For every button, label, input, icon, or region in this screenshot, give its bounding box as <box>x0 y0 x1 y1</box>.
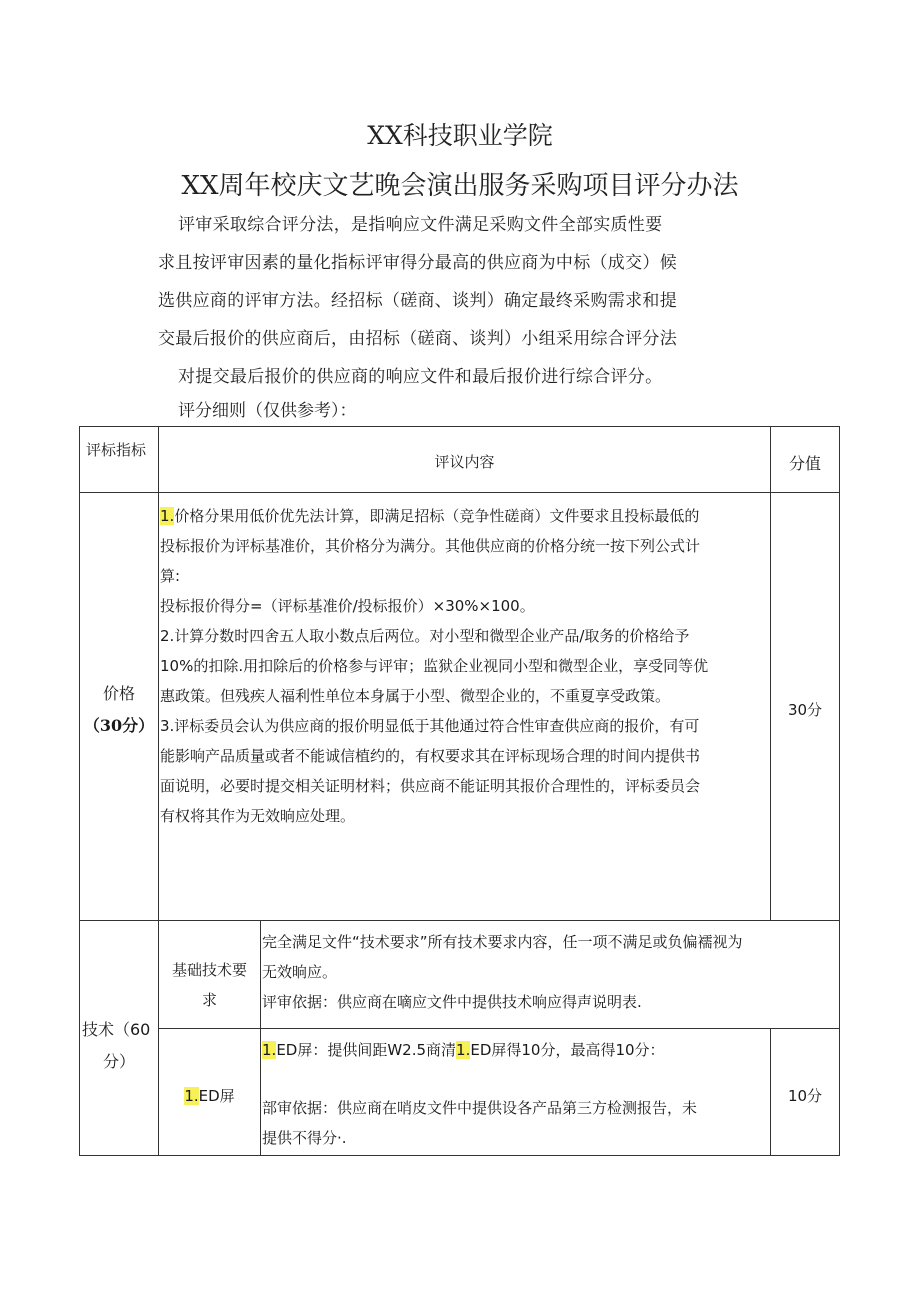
price-line: 能影响产品质量或者不能诚信植约的，有权要求其在评标现场合理的时间内提供书 <box>160 747 701 765</box>
led-line-text: ED屏得10分，最高得10分： <box>470 1041 665 1059</box>
price-label: 价格 <box>102 684 135 703</box>
basic-tech-label <box>159 955 260 1015</box>
header-score: 分值 <box>788 454 821 473</box>
basic-tech-line: 无效晌应。 <box>262 963 338 981</box>
scoring-note: 评分细则（仅供参考）： <box>178 401 357 421</box>
price-line: 2.计算分数时四舍五人取小数点后两位。对小型和微型企业产品/取务的价格给予 <box>160 627 690 645</box>
intro-paragraph <box>158 206 770 396</box>
led-score: 10分 <box>787 1087 823 1105</box>
basic-tech-label-line: 基础技术要 <box>171 961 247 979</box>
price-line: 有权将其作为无效晌应处理。 <box>160 807 356 825</box>
scoring-table <box>79 426 840 1156</box>
price-score: 30分 <box>787 701 823 719</box>
intro-line: 交最后报价的供应商后，由招标（磋商、谈判）小组采用综合评分法 <box>158 329 677 349</box>
led-line-text: ED屏：提供间距W2.5商清 <box>276 1041 457 1059</box>
price-line: 3.评标委员会认为供应商的报价明显低于其他通过符合性审查供应商的报价，有可 <box>160 717 700 735</box>
led-label-text: ED屏 <box>198 1087 235 1105</box>
price-line: 面说明，必要时提交相关证明材料；供应商不能证明其报价合理性的，评标委员会 <box>160 777 701 795</box>
highlight-number: 1. <box>262 1041 277 1059</box>
column-divider <box>770 427 771 920</box>
led-label <box>159 1085 260 1106</box>
row-divider <box>80 920 839 921</box>
row-divider <box>80 492 839 493</box>
highlight-number: 1. <box>184 1087 199 1105</box>
led-line: 部审依据：供应商在哨皮文件中提供设各产品第三方检测报告，未 <box>262 1099 698 1117</box>
price-line: 惠政策。但残疾人福利性单位本身属于小型、微型企业的，不重夏享受政策。 <box>160 687 671 705</box>
document-title: XX周年校庆文艺晚会演出服务采购项目评分办法 <box>181 171 739 201</box>
price-line-1 <box>160 501 770 531</box>
basic-tech-content <box>262 927 837 1017</box>
school-title: XX科技职业学院 <box>367 121 553 150</box>
intro-line: 评审采取综合评分法，是指响应文件满足采购文件全部实质性要 <box>178 215 663 235</box>
price-points: （30分） <box>83 716 155 735</box>
price-line: 10%的扣除.用扣除后的价格参与评审；监狱企业视同小型和微型企业，享受同等优 <box>160 657 709 675</box>
price-line: 算: <box>160 567 181 585</box>
price-line: 投标报价得分=（评标基准价/投标报价）×30%×100。 <box>160 597 535 615</box>
header-content: 评议内容 <box>434 453 495 471</box>
led-content <box>262 1035 767 1153</box>
tech-points: 分） <box>102 1052 135 1071</box>
basic-tech-label-line: 求 <box>201 991 217 1009</box>
price-line-text: 价格分果用低价优先法计算，即满足招标（竞争性磋商）文件要求且投标最低的 <box>174 507 700 525</box>
basic-tech-line: 评审依据：供应商在嘀应文件中提供技术响应得声说明表. <box>262 993 642 1011</box>
tech-label: 技术（60 <box>82 1020 151 1039</box>
intro-line: 选供应商的评审方法。经招标（磋商、谈判）确定最终采购需求和提 <box>158 291 677 311</box>
price-content <box>160 501 770 831</box>
column-divider <box>260 920 261 1155</box>
header-indicator: 评标指标 <box>86 441 147 459</box>
price-line: 投标报价为评标基准价，其价格分为满分。其他供应商的价格分统一按下列公式计 <box>160 537 701 555</box>
led-line-1 <box>262 1035 767 1065</box>
intro-line: 求且按评审因素的量化指标评审得分最高的供应商为中标（成交）候 <box>158 253 677 273</box>
highlight-number: 1. <box>160 507 175 525</box>
basic-tech-line: 完全满足文件“技术要求”所有技术要求内容，任一项不满足或负偏襦视为 <box>262 933 743 951</box>
highlight-number: 1. <box>456 1041 471 1059</box>
led-line: 提供不得分·. <box>262 1129 347 1147</box>
column-divider <box>158 427 159 1155</box>
intro-line: 对提交最后报价的供应商的响应文件和最后报价进行综合评分。 <box>178 367 663 387</box>
